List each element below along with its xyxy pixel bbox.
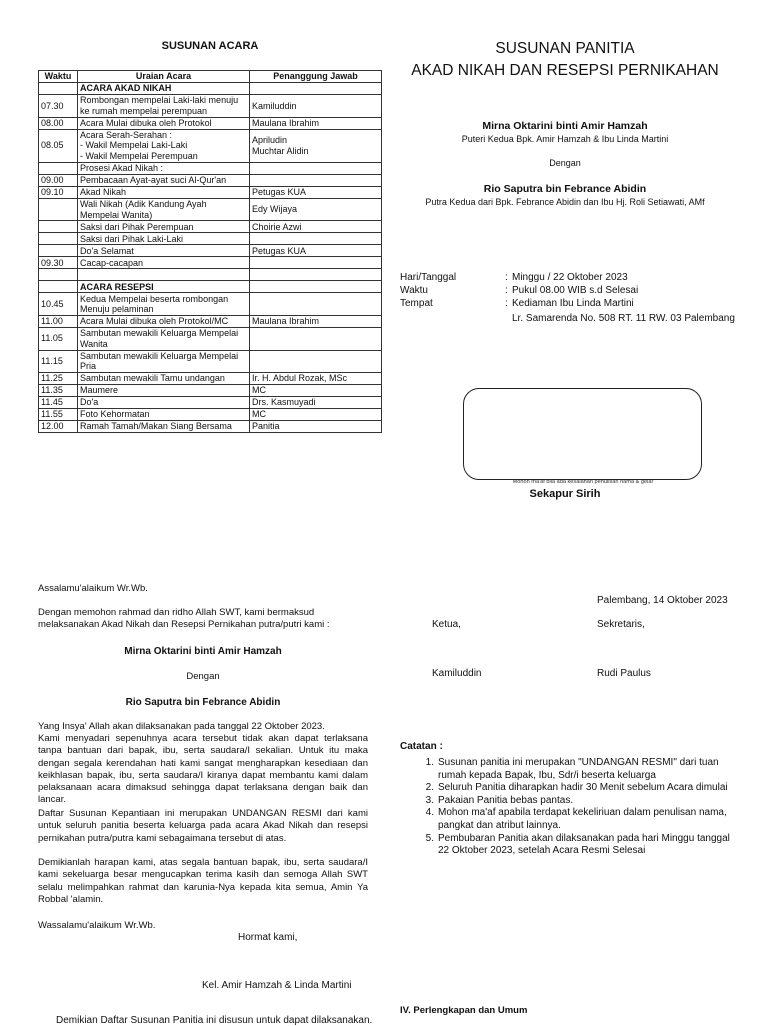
intro-paragraph: Dengan memohon rahmad dan ridho Allah SWT, kami bermaksud melaksanakan Akad Nikah dan Resepsi Pernikahan putra/putri kami : (38, 607, 330, 631)
schedule-time: 07.30 (39, 95, 78, 118)
schedule-time: 09.30 (39, 257, 78, 269)
note-text (438, 833, 730, 858)
day-label: Hari/Tanggal (400, 272, 457, 283)
note-line: Mohon ma'af apabila terdapat kekeliriuan dalam penulisan nama, (438, 807, 727, 819)
sekapur-sirih-title: Sekapur Sirih (529, 488, 601, 500)
activity-line: Mempelai Wanita) (80, 209, 153, 220)
activity-line: Pria (80, 361, 97, 372)
closing: Wassalamu'alaikum Wr.Wb. (38, 920, 156, 931)
schedule-pic (250, 198, 382, 221)
activity-line: Do'a (80, 397, 99, 408)
activity-line: Do'a Selamat (80, 245, 134, 256)
day-colon: : (505, 272, 508, 283)
schedule-pic (250, 95, 382, 118)
pic-line: MC (252, 409, 266, 420)
activity-line: Wali Nikah (Adik Kandung Ayah (80, 198, 207, 209)
schedule-pic (250, 409, 382, 421)
note-text (438, 782, 728, 795)
schedule-table (38, 70, 382, 433)
bride-name: Mirna Oktarini binti Amir Hamzah (482, 120, 648, 132)
schedule-row (39, 245, 382, 257)
photo-placeholder (463, 388, 702, 480)
pic-line: Muchtar Alidin (252, 145, 309, 156)
notes-title: Catatan : (400, 741, 443, 752)
note-line: Pakaian Panitia bebas pantas. (438, 794, 574, 806)
schedule-row (39, 95, 382, 118)
activity-line: Sambutan mewakili Keluarga Mempelai (80, 328, 239, 339)
header-time: Waktu (39, 71, 78, 83)
schedule-row (39, 233, 382, 245)
schedule-time: 11.35 (39, 385, 78, 397)
activity-line: Pembacaan Ayat-ayat suci Al-Qur'an (80, 174, 227, 185)
schedule-row (39, 315, 382, 327)
pic-line: Maulana Ibrahim (252, 316, 320, 327)
activity-line: Maumere (80, 385, 119, 396)
schedule-pic (250, 293, 382, 316)
chair-label: Ketua, (432, 619, 461, 630)
activity-line: Acara Mulai dibuka oleh Protokol (80, 117, 212, 128)
schedule-activity (78, 95, 250, 118)
schedule-row (39, 129, 382, 162)
committee-subtitle: AKAD NIKAH DAN RESEPSI PERNIKAHAN (411, 62, 719, 79)
schedule-activity (78, 315, 250, 327)
pic-line: Petugas KUA (252, 245, 307, 256)
schedule-pic (250, 421, 382, 433)
schedule-row (39, 174, 382, 186)
activity-line: ACARA AKAD NIKAH (80, 83, 172, 94)
schedule-pic (250, 397, 382, 409)
note-number: 5. (425, 832, 434, 844)
footer-text: Demikian Daftar Susunan Panitia ini disusun untuk dapat dilaksanakan. (56, 1015, 373, 1026)
schedule-pic (250, 117, 382, 129)
schedule-activity (78, 281, 250, 293)
pic-line: Kamiluddin (252, 100, 297, 111)
note-line: Seluruh Panitia diharapkan hadir 30 Menit sebelum Acara dimulai (438, 782, 728, 794)
schedule-row (39, 327, 382, 350)
address-value: Lr. Samarenda No. 508 RT. 11 RW. 03 Palembang (512, 313, 735, 324)
thanks-paragraph: Demikianlah harapan kami, atas segala bantuan bapak, ibu, serta saudara/I kami sekeluarga besar mengucapkan terima kasih dan semoga Allah SWT selalu melimpahkan rahmat dan karunia-Nya kepada kita semua, Amin Ya Robbal 'alamin. (38, 857, 368, 905)
schedule-pic (250, 257, 382, 269)
schedule-activity (78, 117, 250, 129)
regards: Hormat kami, (238, 932, 298, 943)
schedule-activity (78, 327, 250, 350)
schedule-row (39, 421, 382, 433)
activity-line: ke rumah mempelai perempuan (80, 105, 208, 116)
pic-line: Ir. H. Abdul Rozak, MSc (252, 373, 348, 384)
schedule-activity (78, 186, 250, 198)
schedule-time: 08.00 (39, 117, 78, 129)
date-paragraph: Yang Insya' Allah akan dilaksanakan pada tanggal 22 Oktober 2023. (38, 721, 325, 732)
chair-name: Kamiluddin (432, 668, 482, 679)
schedule-header-row (39, 71, 382, 83)
time-value: Pukul 08.00 WIB s.d Selesai (512, 285, 639, 296)
schedule-time (39, 233, 78, 245)
schedule-row (39, 117, 382, 129)
note-text (438, 757, 719, 782)
secretary-label: Sekretaris, (597, 619, 645, 630)
schedule-time: 11.15 (39, 350, 78, 373)
committee-title: SUSUNAN PANITIA (495, 40, 635, 57)
activity-line: Prosesi Akad Nikah : (80, 162, 164, 173)
schedule-pic (250, 83, 382, 95)
schedule-time: 11.55 (39, 409, 78, 421)
invitation-paragraph: Daftar Susunan Kepantiaan ini merupakan UNDANGAN RESMI dari kami untuk seluruh panitia beserta keluarga pada acara Akad Nikah dan resepsi pernikahan putra/putra kami sebagaimana tersebut di atas. (38, 808, 368, 844)
pic-line: Maulana Ibrahim (252, 117, 320, 128)
note-number: 4. (425, 807, 434, 819)
schedule-time: 11.45 (39, 397, 78, 409)
schedule-time: 10.45 (39, 293, 78, 316)
note-line: rumah kepada Bapak, Ibu, Sdr/i beserta keluarga (438, 769, 656, 781)
schedule-row (39, 281, 382, 293)
note-item (400, 757, 735, 782)
note-number: 1. (425, 757, 434, 768)
activity-line: Saksi dari Pihak Perempuan (80, 221, 194, 232)
schedule-row (39, 350, 382, 373)
schedule-pic (250, 162, 382, 174)
schedule-pic (250, 327, 382, 350)
note-line: 22 Oktober 2023, setelah Acara Resmi Selesai (438, 845, 646, 857)
schedule-pic (250, 281, 382, 293)
pic-line: Petugas KUA (252, 186, 307, 197)
activity-line: Sambutan mewakili Keluarga Mempelai (80, 350, 239, 361)
request-paragraph: Kami menyadari sepenuhnya acara tersebut tidak akan dapat terlaksana tanpa bantuan dari bapak, ibu, serta saudara/I sekalian. Untuk itu maka dengan segala kerendahan hati kami sangat mengharapkan kesediaan dan keikhlasan bapak, ibu, serta saudara/I kiranya dapat membantu kami dalam pelaksanaan acara dimaksud sehingga dapat terlaksana dengan baik dan lancar. (38, 733, 368, 806)
schedule-activity (78, 373, 250, 385)
schedule-row (39, 397, 382, 409)
activity-line: - Wakil Mempelai Perempuan (80, 150, 198, 161)
schedule-activity (78, 293, 250, 316)
activity-line: Foto Kehormatan (80, 409, 150, 420)
groom-parents: Putra Kedua dari Bpk. Febrance Abidin dan Ibu Hj. Roli Setiawati, AMf (425, 197, 705, 207)
note-item (400, 782, 735, 795)
schedule-time: 09.10 (39, 186, 78, 198)
pic-line: MC (252, 385, 266, 396)
place-colon: : (505, 298, 508, 309)
schedule-time (39, 198, 78, 221)
schedule-time: 09.00 (39, 174, 78, 186)
schedule-activity (78, 385, 250, 397)
schedule-activity (78, 409, 250, 421)
schedule-time (39, 245, 78, 257)
schedule-time (39, 281, 78, 293)
schedule-activity (78, 269, 250, 281)
time-label: Waktu (400, 285, 428, 296)
pic-line: Apriludin (252, 135, 288, 146)
schedule-time: 12.00 (39, 421, 78, 433)
activity-line: Menuju pelaminan (80, 304, 154, 315)
notes-list (400, 757, 735, 858)
schedule-time (39, 221, 78, 233)
schedule-time (39, 83, 78, 95)
note-number: 2. (425, 782, 434, 794)
schedule-time: 08.05 (39, 129, 78, 162)
schedule-row (39, 373, 382, 385)
schedule-row (39, 269, 382, 281)
schedule-pic (250, 174, 382, 186)
activity-line: Sambutan mewakili Tamu undangan (80, 373, 225, 384)
schedule-pic (250, 233, 382, 245)
schedule-row (39, 385, 382, 397)
schedule-activity (78, 245, 250, 257)
note-number: 3. (425, 794, 434, 806)
pic-line: Choirie Azwi (252, 221, 302, 232)
letter-with: Dengan (186, 671, 220, 682)
activity-line: Acara Mulai dibuka oleh Protokol/MC (80, 316, 229, 327)
schedule-activity (78, 421, 250, 433)
schedule-activity (78, 174, 250, 186)
schedule-row (39, 221, 382, 233)
note-text (438, 807, 727, 832)
schedule-row (39, 186, 382, 198)
time-colon: : (505, 285, 508, 296)
schedule-activity (78, 221, 250, 233)
schedule-pic (250, 129, 382, 162)
activity-line: Ramah Tamah/Makan Siang Bersama (80, 421, 232, 432)
schedule-activity (78, 233, 250, 245)
activity-line (80, 270, 247, 281)
header-pic: Penanggung Jawab (250, 71, 382, 83)
schedule-pic (250, 221, 382, 233)
greeting: Assalamu'alaikum Wr.Wb. (38, 583, 148, 594)
note-item (400, 795, 735, 808)
activity-line: Akad Nikah (80, 186, 127, 197)
schedule-row (39, 198, 382, 221)
schedule-activity (78, 129, 250, 162)
schedule-activity (78, 198, 250, 221)
activity-line: Rombongan mempelai Laki-laki menuju (80, 95, 239, 106)
groom-name: Rio Saputra bin Febrance Abidin (483, 183, 647, 195)
bride-parents: Puteri Kedua Bpk. Amir Hamzah & Ibu Linda Martini (461, 134, 669, 144)
activity-line: ACARA RESEPSI (80, 281, 154, 292)
note-item (400, 833, 735, 858)
schedule-time: 11.25 (39, 373, 78, 385)
note-item (400, 807, 735, 832)
note-line: Pembubaran Panitia akan dilaksanakan pada hari Minggu tanggal (438, 832, 730, 844)
activity-line: Wanita (80, 338, 108, 349)
schedule-activity (78, 162, 250, 174)
schedule-row (39, 83, 382, 95)
schedule-row (39, 293, 382, 316)
schedule-title: SUSUNAN ACARA (161, 40, 259, 52)
activity-line: Acara Serah-Serahan : (80, 129, 173, 140)
pic-line: Drs. Kasmuyadi (252, 397, 316, 408)
schedule-activity (78, 257, 250, 269)
schedule-activity (78, 83, 250, 95)
schedule-pic (250, 186, 382, 198)
schedule-pic (250, 385, 382, 397)
place-label: Tempat (400, 298, 433, 309)
letter-groom-name: Rio Saputra bin Febrance Abidin (125, 697, 281, 708)
pic-line: Panitia (252, 421, 280, 432)
schedule-time (39, 162, 78, 174)
photo-note: Mohon ma'af bila ada kesalahan penulisan nama & gelar (512, 479, 654, 485)
note-text (438, 795, 573, 808)
letter-bride-name: Mirna Oktarini binti Amir Hamzah (124, 646, 282, 657)
schedule-pic (250, 350, 382, 373)
section-iv-title: IV. Perlengkapan dan Umum (400, 1005, 528, 1016)
place-date: Palembang, 14 Oktober 2023 (597, 595, 728, 606)
day-value: Minggu / 22 Oktober 2023 (512, 272, 628, 283)
schedule-pic (250, 245, 382, 257)
secretary-name: Rudi Paulus (597, 668, 651, 679)
pic-line: Edy Wijaya (252, 204, 298, 215)
schedule-pic (250, 373, 382, 385)
schedule-row (39, 409, 382, 421)
activity-line: Saksi dari Pihak Laki-Laki (80, 233, 184, 244)
schedule-time: 11.00 (39, 315, 78, 327)
schedule-row (39, 162, 382, 174)
place-value: Kediaman Ibu Linda Martini (512, 298, 634, 309)
note-line: pangkat dan atribut lainnya. (438, 819, 561, 831)
activity-line: Cacap-cacapan (80, 257, 144, 268)
schedule-time: 11.05 (39, 327, 78, 350)
schedule-pic (250, 315, 382, 327)
header-activity: Uraian Acara (78, 71, 250, 83)
schedule-activity (78, 350, 250, 373)
note-line: Susunan panitia ini merupakan "UNDANGAN RESMI" dari tuan (438, 757, 719, 768)
signature-family: Kel. Amir Hamzah & Linda Martini (202, 980, 352, 991)
with-text: Dengan (549, 158, 581, 168)
schedule-activity (78, 397, 250, 409)
activity-line: Kedua Mempelai beserta rombongan (80, 293, 229, 304)
schedule-pic (250, 269, 382, 281)
schedule-row (39, 257, 382, 269)
schedule-time (39, 269, 78, 281)
activity-line: - Wakil Mempelai Laki-Laki (80, 140, 188, 151)
